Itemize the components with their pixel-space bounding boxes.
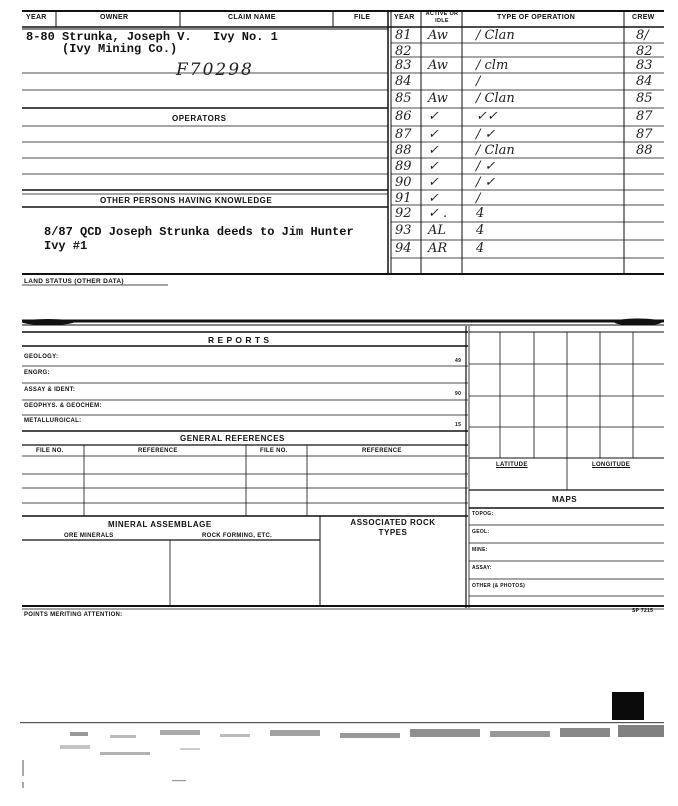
log-year: 82 — [395, 44, 412, 59]
log-year: 93 — [395, 223, 412, 238]
log-status: ✓ — [428, 191, 439, 206]
report-row-label: METALLURGICAL: — [24, 418, 82, 424]
log-operation: / — [476, 74, 481, 89]
log-operation: 4 — [476, 206, 485, 221]
map-row-label: ASSAY: — [472, 565, 492, 571]
log-status: Aw — [428, 91, 448, 106]
report-row-label: ASSAY & IDENT: — [24, 387, 76, 393]
ref-col-file-no-1: FILE NO. — [36, 448, 64, 454]
log-operation: / clm — [476, 58, 509, 73]
other-persons-label: OTHER PERSONS HAVING KNOWLEDGE — [100, 196, 273, 205]
log-status: AL — [428, 223, 447, 238]
log-status: Aw — [428, 28, 448, 43]
col-header-claim-name: CLAIM NAME — [228, 14, 276, 21]
report-row-label: ENGRG: — [24, 370, 50, 376]
log-year: 83 — [395, 58, 412, 73]
log-operation: 4 — [476, 223, 485, 238]
ref-col-file-no-2: FILE NO. — [260, 448, 288, 454]
log-status: ✓ — [428, 143, 439, 158]
map-row-label: MINE: — [472, 547, 488, 553]
note-line-2: Ivy #1 — [44, 239, 88, 253]
log-year: 84 — [395, 74, 412, 89]
col-header-year: YEAR — [26, 14, 47, 21]
note-line-1: 8/87 QCD Joseph Strunka deeds to Jim Hunter — [44, 225, 354, 239]
log-year: 87 — [395, 127, 412, 142]
owner-line-1: 8-80 Strunka, Joseph V. — [26, 30, 192, 44]
col-header-owner: OWNER — [100, 14, 129, 21]
log-year: 81 — [395, 28, 412, 43]
longitude-label: LONGITUDE — [592, 462, 631, 468]
report-row-label: GEOLOGY: — [24, 354, 59, 360]
log-year: 89 — [395, 159, 412, 174]
report-row-code: 90 — [455, 391, 462, 397]
log-year: 91 — [395, 191, 412, 206]
log-operation: 4 — [476, 241, 485, 256]
log-crew: 87 — [636, 109, 653, 124]
associated-rock-types-label: ASSOCIATED ROCK TYPES — [350, 518, 436, 537]
maps-title: MAPS — [552, 495, 578, 504]
map-row-label: GEOL: — [472, 529, 490, 535]
col-header-active-idle: ACTIVE OR IDLE — [425, 11, 459, 24]
report-row-code: 15 — [455, 422, 462, 428]
log-crew: 82 — [636, 44, 653, 59]
log-operation: / Clan — [476, 91, 515, 106]
col-header-year-2: YEAR — [394, 14, 415, 21]
log-year: 86 — [395, 109, 412, 124]
ref-col-reference-2: REFERENCE — [362, 448, 402, 454]
rock-forming-label: ROCK FORMING, ETC. — [202, 533, 273, 539]
log-crew: 88 — [636, 143, 653, 158]
log-crew: 8/ — [636, 28, 649, 43]
log-crew: 83 — [636, 58, 653, 73]
log-crew: 84 — [636, 74, 653, 89]
log-operation: / Clan — [476, 143, 515, 158]
ref-col-reference-1: REFERENCE — [138, 448, 178, 454]
owner-line-2: (Ivy Mining Co.) — [62, 42, 178, 56]
log-status: ✓ — [428, 127, 439, 142]
map-row-label: OTHER (& PHOTOS) — [472, 583, 526, 589]
log-status: ✓ — [428, 175, 439, 190]
file-number-handwritten: F70298 — [176, 60, 254, 80]
log-crew: 87 — [636, 127, 653, 142]
log-year: 94 — [395, 241, 412, 256]
log-status: Aw — [428, 58, 448, 73]
log-year: 92 — [395, 206, 412, 221]
map-row-label: TOPOG: — [472, 511, 494, 517]
log-operation: / ✓ — [476, 127, 496, 142]
log-status: AR — [428, 241, 448, 256]
latitude-label: LATITUDE — [496, 462, 528, 468]
general-references-title: GENERAL REFERENCES — [180, 434, 285, 443]
log-crew: 85 — [636, 91, 653, 106]
col-header-type-of-operation: TYPE OF OPERATION — [497, 14, 576, 21]
mineral-assemblage-title: MINERAL ASSEMBLAGE — [108, 520, 212, 529]
log-status: ✓ . — [428, 206, 448, 221]
log-status: ✓ — [428, 109, 439, 124]
log-year: 90 — [395, 175, 412, 190]
points-meriting-attention-label: POINTS MERITING ATTENTION: — [24, 612, 123, 618]
operators-label: OPERATORS — [172, 114, 227, 123]
claim-name: Ivy No. 1 — [213, 30, 278, 44]
reports-title: R E P O R T S — [208, 335, 270, 345]
col-header-crew: CREW — [632, 14, 655, 21]
log-operation: / — [476, 191, 481, 206]
log-operation: / ✓ — [476, 159, 496, 174]
ore-minerals-label: ORE MINERALS — [64, 533, 114, 539]
form-number: SP 7215 — [632, 608, 654, 614]
col-header-file: FILE — [354, 14, 371, 21]
log-operation: / ✓ — [476, 175, 496, 190]
report-row-code: 49 — [455, 358, 462, 364]
log-year: 85 — [395, 91, 412, 106]
log-year: 88 — [395, 143, 412, 158]
land-status-label: LAND STATUS (OTHER DATA) — [24, 278, 124, 285]
log-operation: / Clan — [476, 28, 515, 43]
report-row-label: GEOPHYS. & GEOCHEM: — [24, 403, 102, 409]
log-operation: ✓✓ — [476, 109, 498, 124]
log-status: ✓ — [428, 159, 439, 174]
